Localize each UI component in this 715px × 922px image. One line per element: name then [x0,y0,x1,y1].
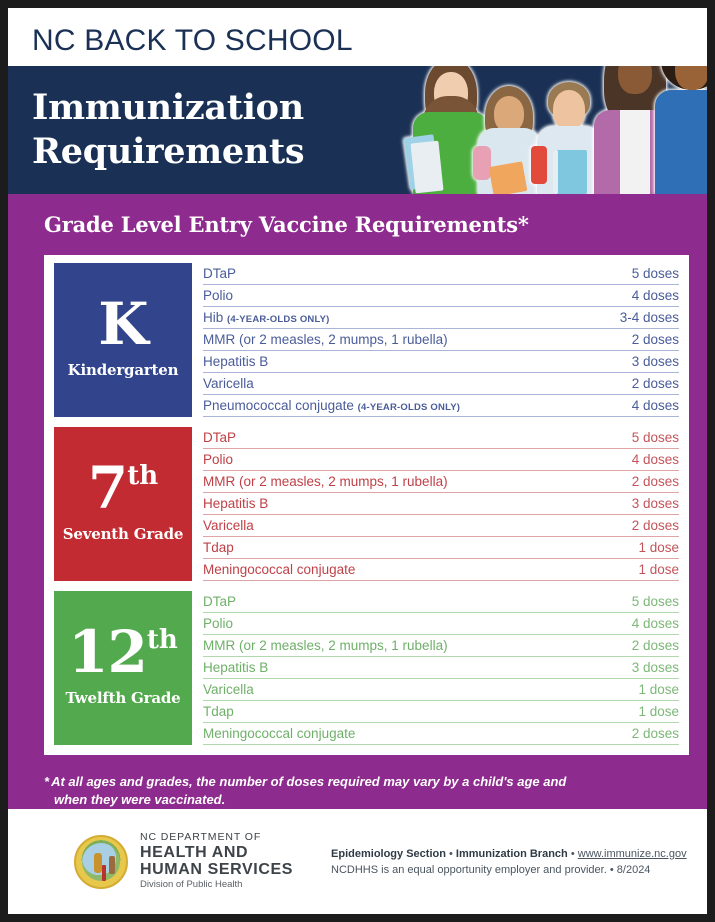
dose-value: 1 dose [638,562,679,577]
student-4 [587,66,683,194]
vaccine-name [203,613,233,637]
purple-body [8,194,707,809]
vaccine-label: DTaP [203,594,237,609]
students-photo [387,66,707,194]
vaccine-label: Tdap [203,540,234,555]
grade-badge-twelfth [54,591,192,745]
dept-line-1: NC DEPARTMENT OF [140,831,262,844]
vaccine-name [203,635,448,659]
table-row [203,657,679,679]
grade-block-kindergarten [54,263,679,417]
vaccine-label: Polio [203,616,234,631]
vaccine-label: Meningococcal conjugate [203,726,356,741]
page-title-line1: Immunization [32,87,304,128]
department-logotype [140,832,293,890]
vaccine-label: Hepatitis B [203,496,269,511]
bullet-separator-3: • [609,863,614,876]
footnote-line2: when they were vaccinated. [54,792,226,807]
vaccine-label: MMR (or 2 measles, 2 mumps, 1 rubella) [203,332,448,347]
vaccine-name [203,263,236,287]
eeo-statement: NCDHHS is an equal opportunity employer and provider. [331,863,607,876]
navy-header-band [8,66,707,194]
grade-badge-kindergarten [54,263,192,417]
dose-value: 2 doses [631,518,679,533]
grade-badge-label: Seventh Grade [62,525,184,543]
dose-value: 1 dose [638,540,679,555]
table-row [203,329,679,351]
table-row [203,537,679,559]
poster [8,8,707,914]
footnote-asterisk: * [44,774,50,789]
vaccine-label: Hib [203,310,224,325]
vaccine-name [203,515,254,539]
vaccine-rows-twelfth [192,591,679,745]
table-row [203,263,679,285]
footnote-line1: At all ages and grades, the number of doses required may vary by a child's age and [51,774,567,789]
grade-badge-number: K [98,290,148,358]
vaccine-name [203,285,233,309]
footer-contact-line1 [331,846,687,862]
dept-line-4: Division of Public Health [140,879,243,891]
vaccine-label: Hepatitis B [203,660,269,675]
vaccine-label: Hepatitis B [203,354,269,369]
table-row [203,373,679,395]
vaccine-name [203,471,448,495]
vaccine-name [203,679,254,703]
top-strip [8,8,707,66]
dose-value: 2 doses [631,474,679,489]
vaccine-label: DTaP [203,266,237,281]
grade-badge-label: Twelfth Grade [65,689,181,707]
dose-value: 3 doses [631,660,679,675]
dose-value: 4 doses [631,616,679,631]
vaccine-name [203,427,236,451]
page-title [32,86,304,174]
dose-value: 1 dose [638,704,679,719]
dose-value: 3 doses [631,496,679,511]
immunize-nc-gov-link[interactable]: www.immunize.nc.gov [577,847,687,860]
footer-contact [331,846,687,878]
vaccine-note: (4-YEAR-OLDS ONLY) [357,402,461,413]
student-2 [469,72,549,194]
table-row [203,679,679,701]
student-5 [649,66,707,194]
vaccine-label: Varicella [203,518,254,533]
poster-eyebrow-title: NC BACK TO SCHOOL [32,24,353,57]
table-row [203,449,679,471]
nc-state-seal-icon [74,835,128,889]
vaccine-label: MMR (or 2 measles, 2 mumps, 1 rubella) [203,638,448,653]
footnote [8,755,707,809]
table-row [203,285,679,307]
table-row [203,307,679,329]
vaccine-name [203,395,460,419]
vaccine-name [203,493,268,517]
bullet-separator-1: • [449,847,453,860]
footer-contact-line2 [331,862,687,878]
table-row [203,471,679,493]
dose-value: 4 doses [631,288,679,303]
dose-value: 5 doses [631,594,679,609]
vaccine-name [203,701,234,725]
vaccine-label: Meningococcal conjugate [203,562,356,577]
vaccine-name [203,537,234,561]
page-title-line2: Requirements [32,131,305,172]
grade-badge-suffix: th [127,461,159,491]
table-row [203,723,679,745]
student-1 [405,66,497,194]
table-row [203,613,679,635]
table-row [203,351,679,373]
grade-badge-label: Kindergarten [67,361,179,379]
vaccine-label: Varicella [203,376,254,391]
dose-value: 4 doses [631,398,679,413]
vaccine-name [203,559,355,583]
table-row [203,635,679,657]
vaccine-name [203,373,254,397]
vaccine-label: Pneumococcal conjugate [203,398,354,413]
vaccine-name [203,723,355,747]
table-row [203,559,679,581]
table-row [203,701,679,723]
vaccine-name [203,307,330,331]
dose-value: 5 doses [631,266,679,281]
dose-value: 4 doses [631,452,679,467]
vaccine-name [203,657,268,681]
vaccine-name [203,329,448,353]
section-title: Grade Level Entry Vaccine Requirements* [44,212,529,237]
table-row [203,493,679,515]
dose-value: 3-4 doses [619,310,679,325]
dose-value: 2 doses [631,376,679,391]
vaccine-label: DTaP [203,430,237,445]
vaccine-rows-seventh [192,427,679,581]
dose-value: 2 doses [631,638,679,653]
dose-value: 1 dose [638,682,679,697]
student-3 [527,70,611,194]
epidemiology-section-label: Epidemiology Section [331,847,446,860]
vaccine-name [203,351,268,375]
dose-value: 5 doses [631,430,679,445]
immunization-branch-label: Immunization Branch [455,847,568,860]
dose-value: 3 doses [631,354,679,369]
grade-badge-suffix: th [146,625,178,655]
table-row [203,427,679,449]
footer [8,809,707,914]
vaccine-label: Polio [203,452,234,467]
grade-block-seventh [54,427,679,581]
table-row [203,515,679,537]
grade-badge-seventh [54,427,192,581]
table-row [203,395,679,417]
dept-line-3: HUMAN SERVICES [140,861,294,879]
vaccine-rows-kindergarten [192,263,679,417]
requirements-card [44,255,689,755]
vaccine-label: Varicella [203,682,254,697]
vaccine-name [203,591,236,615]
table-row [203,591,679,613]
vaccine-label: Polio [203,288,234,303]
vaccine-label: Tdap [203,704,234,719]
grade-badge-number: 7 [87,454,128,522]
vaccine-name [203,449,233,473]
grade-badge-number: 12 [68,618,147,686]
vaccine-note: (4-YEAR-OLDS ONLY) [227,314,330,325]
dose-value: 2 doses [631,726,679,741]
dose-value: 2 doses [631,332,679,347]
revision-date: 8/2024 [616,863,651,876]
bullet-separator-2: • [570,847,575,860]
dept-line-2: HEALTH AND [140,843,249,861]
vaccine-label: MMR (or 2 measles, 2 mumps, 1 rubella) [203,474,448,489]
grade-block-twelfth [54,591,679,745]
